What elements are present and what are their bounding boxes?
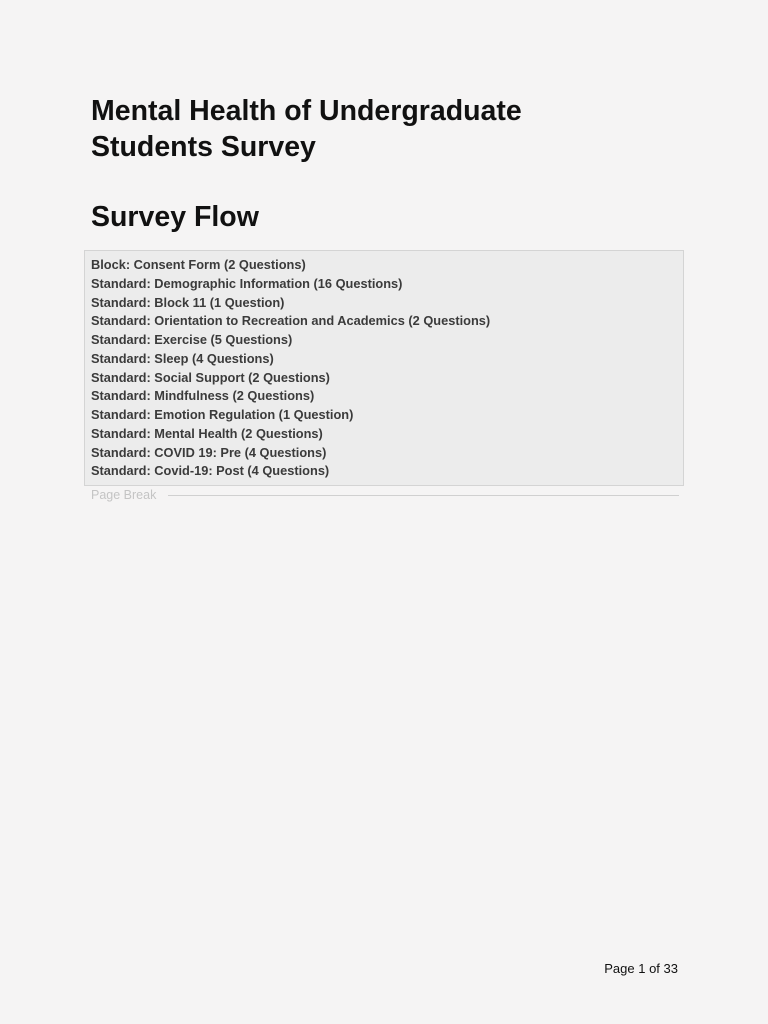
survey-flow-box	[84, 250, 684, 486]
flow-item-emotion-regulation: Standard: Emotion Regulation (1 Question)	[91, 407, 354, 422]
survey-flow-list	[91, 256, 683, 481]
flow-item-mindfulness: Standard: Mindfulness (2 Questions)	[91, 388, 315, 404]
flow-item-exercise: Standard: Exercise (5 Questions)	[91, 332, 293, 347]
survey-flow-heading: Survey Flow	[91, 201, 259, 233]
flow-item-mental-health: Standard: Mental Health (2 Questions)	[91, 425, 323, 441]
flow-item-orientation: Standard: Orientation to Recreation and Academics (2 Questions)	[91, 313, 491, 329]
flow-item-demographic-information: Standard: Demographic Information (16 Questions)	[91, 275, 403, 291]
page-title: Mental Health of Undergraduate Students Survey	[91, 95, 522, 163]
page-break	[91, 487, 679, 503]
page-break-divider	[168, 495, 679, 496]
page-number: Page 1 of 33	[604, 961, 678, 976]
flow-item-covid-pre: Standard: COVID 19: Pre (4 Questions)	[91, 444, 327, 460]
page-break-label: Page Break	[91, 488, 157, 502]
flow-item-sleep: Standard: Sleep (4 Questions)	[91, 350, 274, 366]
flow-item-block-11: Standard: Block 11 (1 Question)	[91, 294, 285, 310]
flow-item-social-support: Standard: Social Support (2 Questions)	[91, 369, 330, 385]
flow-item-consent-form: Block: Consent Form (2 Questions)	[91, 257, 306, 272]
flow-item-covid-post: Standard: Covid-19: Post (4 Questions)	[91, 463, 330, 479]
